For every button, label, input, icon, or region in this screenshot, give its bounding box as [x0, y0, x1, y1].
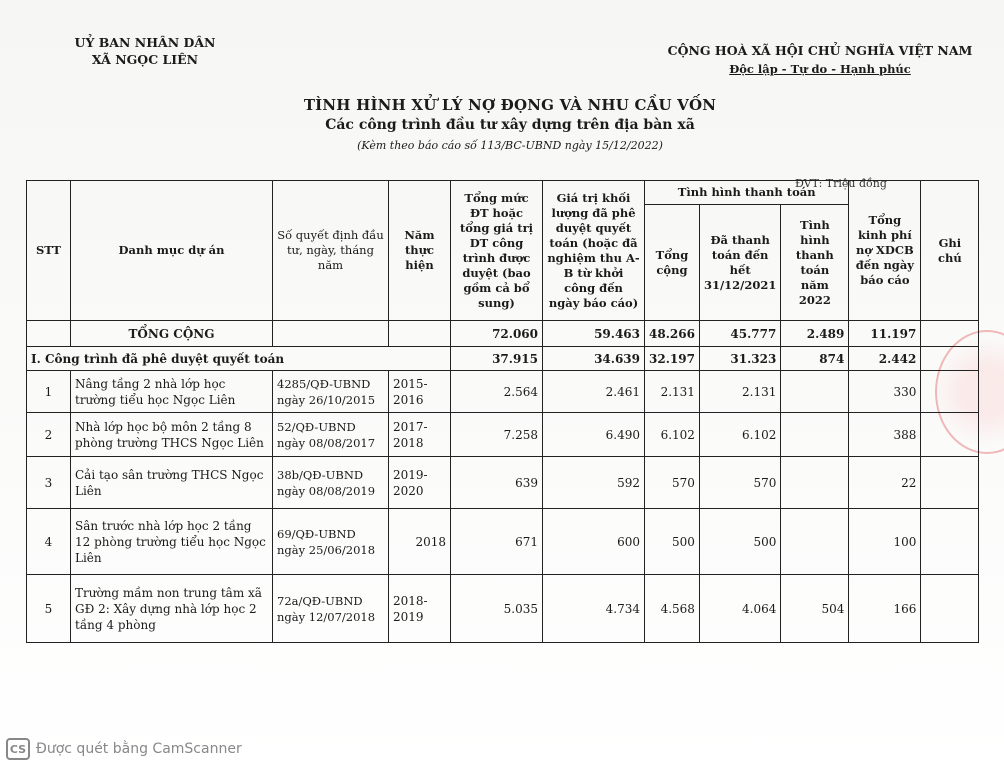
row-note — [921, 575, 979, 643]
row-year: 2018 — [389, 509, 451, 575]
row-pay-2022: 504 — [781, 575, 849, 643]
org-name-line1: UỶ BAN NHÂN DÂN — [74, 35, 216, 50]
row-pay-total: 2.131 — [645, 371, 700, 413]
debt-status-table — [26, 180, 979, 643]
row-year: 2015-2016 — [389, 371, 451, 413]
row-pay-total: 570 — [645, 457, 700, 509]
camscanner-text: Được quét bằng CamScanner — [36, 741, 242, 757]
col-header-approved-value: Giá trị khối lượng đã phê duyệt quyết toán (hoặc đã nghiệm thu A-B từ khởi công đến ngày báo cáo) — [543, 181, 645, 321]
row-approved-value: 4.734 — [543, 575, 645, 643]
total-decision-cell — [273, 321, 389, 347]
col-header-pay-2022: Tình hình thanh toán năm 2022 — [781, 205, 849, 321]
row-stt: 1 — [27, 371, 71, 413]
row-total-investment: 7.258 — [451, 413, 543, 457]
currency-unit-label: ĐVT: Triệu đồng — [795, 177, 887, 190]
camscanner-logo-icon: CS — [6, 738, 30, 760]
row-year: 2019-2020 — [389, 457, 451, 509]
table-row — [27, 575, 979, 643]
total-label: TỔNG CỘNG — [71, 321, 273, 347]
row-approved-value: 2.461 — [543, 371, 645, 413]
row-debt: 388 — [849, 413, 921, 457]
col-header-payment-group: Tình hình thanh toán — [645, 181, 849, 205]
row-project-name: Trường mầm non trung tâm xã GĐ 2: Xây dựng nhà lớp học 2 tầng 4 phòng — [71, 575, 273, 643]
col-header-note: Ghi chú — [921, 181, 979, 321]
table-header-row — [27, 181, 979, 205]
row-stt: 5 — [27, 575, 71, 643]
row-project-name: Cải tạo sân trường THCS Ngọc Liên — [71, 457, 273, 509]
row-debt: 100 — [849, 509, 921, 575]
row-year: 2017-2018 — [389, 413, 451, 457]
section-approved-value: 34.639 — [543, 347, 645, 371]
row-note — [921, 509, 979, 575]
section-note-cell — [921, 347, 979, 371]
col-header-total-investment: Tổng mức ĐT hoặc tổng giá trị DT công trình được duyệt (bao gồm cả bổ sung) — [451, 181, 543, 321]
document-title-block — [250, 96, 770, 152]
section-pay-2022: 874 — [781, 347, 849, 371]
table-row — [27, 371, 979, 413]
national-motto: Độc lập - Tự do - Hạnh phúc — [729, 62, 911, 76]
table-row — [27, 457, 979, 509]
row-total-investment: 2.564 — [451, 371, 543, 413]
total-pay-2021: 45.777 — [699, 321, 780, 347]
table-row — [27, 509, 979, 575]
section-pay-total: 32.197 — [645, 347, 700, 371]
total-stt-cell — [27, 321, 71, 347]
row-approved-value: 592 — [543, 457, 645, 509]
document-title: TÌNH HÌNH XỬ LÝ NỢ ĐỌNG VÀ NHU CẦU VỐN — [303, 96, 717, 114]
row-note — [921, 457, 979, 509]
section-row — [27, 347, 979, 371]
section-debt: 2.442 — [849, 347, 921, 371]
col-header-decision: Số quyết định đầu tư, ngày, tháng năm — [273, 181, 389, 321]
col-header-pay-total: Tổng cộng — [645, 205, 700, 321]
row-approved-value: 6.490 — [543, 413, 645, 457]
row-pay-2021: 570 — [699, 457, 780, 509]
row-pay-total: 500 — [645, 509, 700, 575]
row-pay-2022 — [781, 371, 849, 413]
row-year: 2018-2019 — [389, 575, 451, 643]
row-note — [921, 371, 979, 413]
row-decision: 38b/QĐ-UBND ngày 08/08/2019 — [273, 457, 389, 509]
total-row — [27, 321, 979, 347]
row-pay-2022 — [781, 457, 849, 509]
row-debt: 22 — [849, 457, 921, 509]
col-header-pay-2021: Đã thanh toán đến hết 31/12/2021 — [699, 205, 780, 321]
section-pay-2021: 31.323 — [699, 347, 780, 371]
row-pay-2021: 500 — [699, 509, 780, 575]
row-debt: 330 — [849, 371, 921, 413]
section-total-investment: 37.915 — [451, 347, 543, 371]
col-header-year: Năm thực hiện — [389, 181, 451, 321]
row-approved-value: 600 — [543, 509, 645, 575]
document-reference-note: (Kèm theo báo cáo số 113/BC-UBND ngày 15/12/2022) — [357, 139, 663, 152]
row-total-investment: 639 — [451, 457, 543, 509]
issuing-organization — [60, 34, 230, 68]
row-project-name: Sân trước nhà lớp học 2 tầng 12 phòng trường tiểu học Ngọc Liên — [71, 509, 273, 575]
row-debt: 166 — [849, 575, 921, 643]
total-debt: 11.197 — [849, 321, 921, 347]
col-header-debt: Tổng kinh phí nợ XDCB đến ngày báo cáo — [849, 181, 921, 321]
row-decision: 72a/QĐ-UBND ngày 12/07/2018 — [273, 575, 389, 643]
row-project-name: Nhà lớp học bộ môn 2 tầng 8 phòng trường THCS Ngọc Liên — [71, 413, 273, 457]
total-year-cell — [389, 321, 451, 347]
row-pay-2022 — [781, 413, 849, 457]
row-pay-total: 6.102 — [645, 413, 700, 457]
row-stt: 3 — [27, 457, 71, 509]
row-stt: 4 — [27, 509, 71, 575]
row-total-investment: 671 — [451, 509, 543, 575]
table-row — [27, 413, 979, 457]
row-pay-2022 — [781, 509, 849, 575]
row-pay-2021: 2.131 — [699, 371, 780, 413]
total-approved-value: 59.463 — [543, 321, 645, 347]
row-decision: 4285/QĐ-UBND ngày 26/10/2015 — [273, 371, 389, 413]
row-pay-total: 4.568 — [645, 575, 700, 643]
row-project-name: Nâng tầng 2 nhà lớp học trường tiểu học Ngọc Liên — [71, 371, 273, 413]
country-name: CỘNG HOÀ XÃ HỘI CHỦ NGHĨA VIỆT NAM — [667, 43, 973, 58]
row-pay-2021: 4.064 — [699, 575, 780, 643]
row-note — [921, 413, 979, 457]
row-stt: 2 — [27, 413, 71, 457]
total-pay-2022: 2.489 — [781, 321, 849, 347]
camscanner-watermark — [6, 738, 242, 760]
row-pay-2021: 6.102 — [699, 413, 780, 457]
total-pay-total: 48.266 — [645, 321, 700, 347]
row-decision: 69/QĐ-UBND ngày 25/06/2018 — [273, 509, 389, 575]
total-note-cell — [921, 321, 979, 347]
national-heading — [640, 42, 1000, 78]
document-subtitle: Các công trình đầu tư xây dựng trên địa bàn xã — [325, 117, 695, 133]
total-investment-value: 72.060 — [451, 321, 543, 347]
org-name-line2: XÃ NGỌC LIÊN — [91, 52, 199, 67]
row-total-investment: 5.035 — [451, 575, 543, 643]
section-label: I. Công trình đã phê duyệt quyết toán — [27, 347, 451, 371]
row-decision: 52/QĐ-UBND ngày 08/08/2017 — [273, 413, 389, 457]
col-header-stt: STT — [27, 181, 71, 321]
col-header-project: Danh mục dự án — [71, 181, 273, 321]
